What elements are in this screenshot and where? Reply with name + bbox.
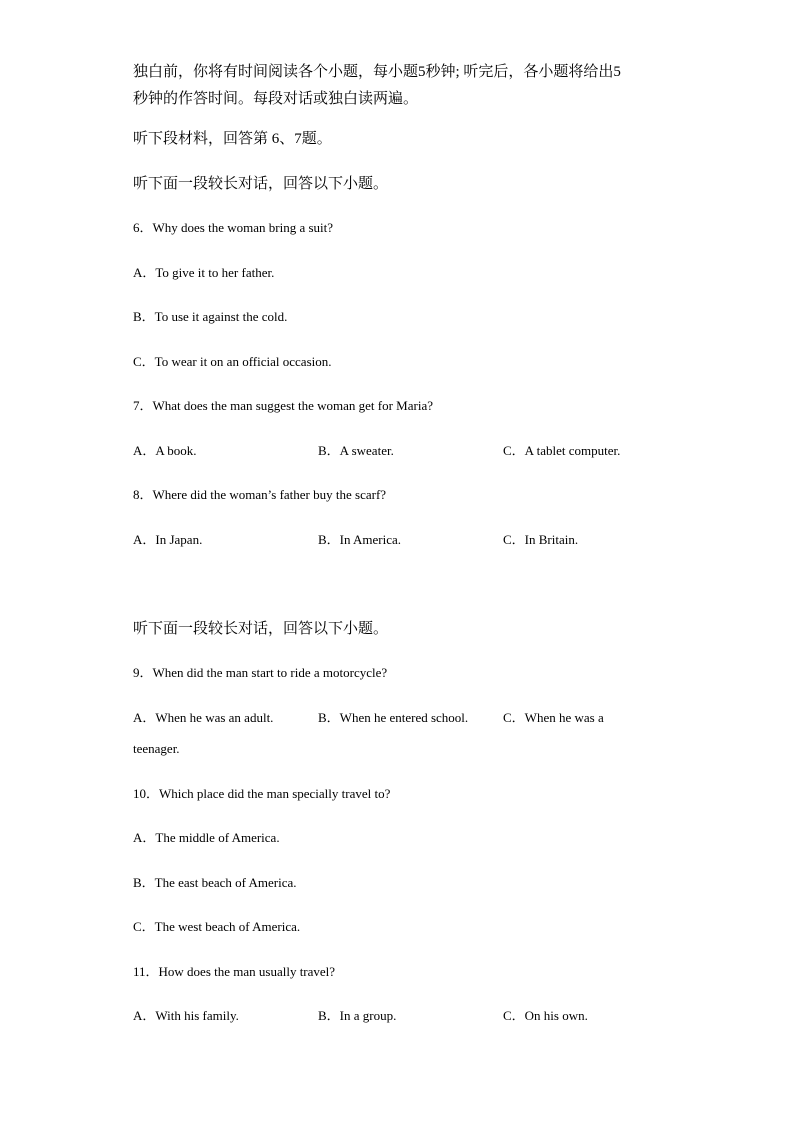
q7-option-c: C．A tablet computer. (503, 443, 621, 458)
q9-option-c: C．When he was a (503, 710, 604, 725)
q8-option-b: B．In America. (318, 532, 402, 547)
q6-stem: 6．Why does the woman bring a suit? (133, 220, 334, 235)
section-instruction: 听下段材料，回答第 6、7题。 (133, 131, 332, 147)
q9-stem: 9．When did the man start to ride a motorcycle? (133, 665, 388, 680)
q9-option-c-continued: teenager. (133, 741, 180, 756)
q11-stem: 11．How does the man usually travel? (133, 964, 336, 979)
q10-option-b: B．The east beach of America. (133, 875, 297, 890)
q8-stem: 8．Where did the woman’s father buy the scarf? (133, 487, 387, 502)
q6-option-a: A．To give it to her father. (133, 265, 275, 280)
q6-option-c: C．To wear it on an official occasion. (133, 354, 332, 369)
q11-option-a: A．With his family. (133, 1008, 239, 1023)
q10-option-c: C．The west beach of America. (133, 919, 301, 934)
q7-option-b: B．A sweater. (318, 443, 394, 458)
q8-option-a: A．In Japan. (133, 532, 203, 547)
intro-line-1: 独白前，你将有时间阅读各个小题，每小题5秒钟; 听完后，各小题将给出5 (133, 64, 621, 80)
q11-option-c: C．On his own. (503, 1008, 588, 1023)
q10-option-a: A．The middle of America. (133, 830, 280, 845)
q8-option-c: C．In Britain. (503, 532, 579, 547)
q11-option-b: B．In a group. (318, 1008, 397, 1023)
q6-option-b: B．To use it against the cold. (133, 309, 288, 324)
section-a-prompt: 听下面一段较长对话，回答以下小题。 (133, 176, 389, 192)
q9-option-b: B．When he entered school. (318, 710, 469, 725)
intro-line-2: 秒钟的作答时间。每段对话或独白读两遍。 (133, 91, 419, 107)
q10-stem: 10．Which place did the man specially travel to? (133, 786, 391, 801)
q9-option-a: A．When he was an adult. (133, 710, 274, 725)
section-b-prompt: 听下面一段较长对话，回答以下小题。 (133, 621, 389, 637)
q7-option-a: A．A book. (133, 443, 197, 458)
q7-stem: 7．What does the man suggest the woman get for Maria? (133, 398, 433, 413)
